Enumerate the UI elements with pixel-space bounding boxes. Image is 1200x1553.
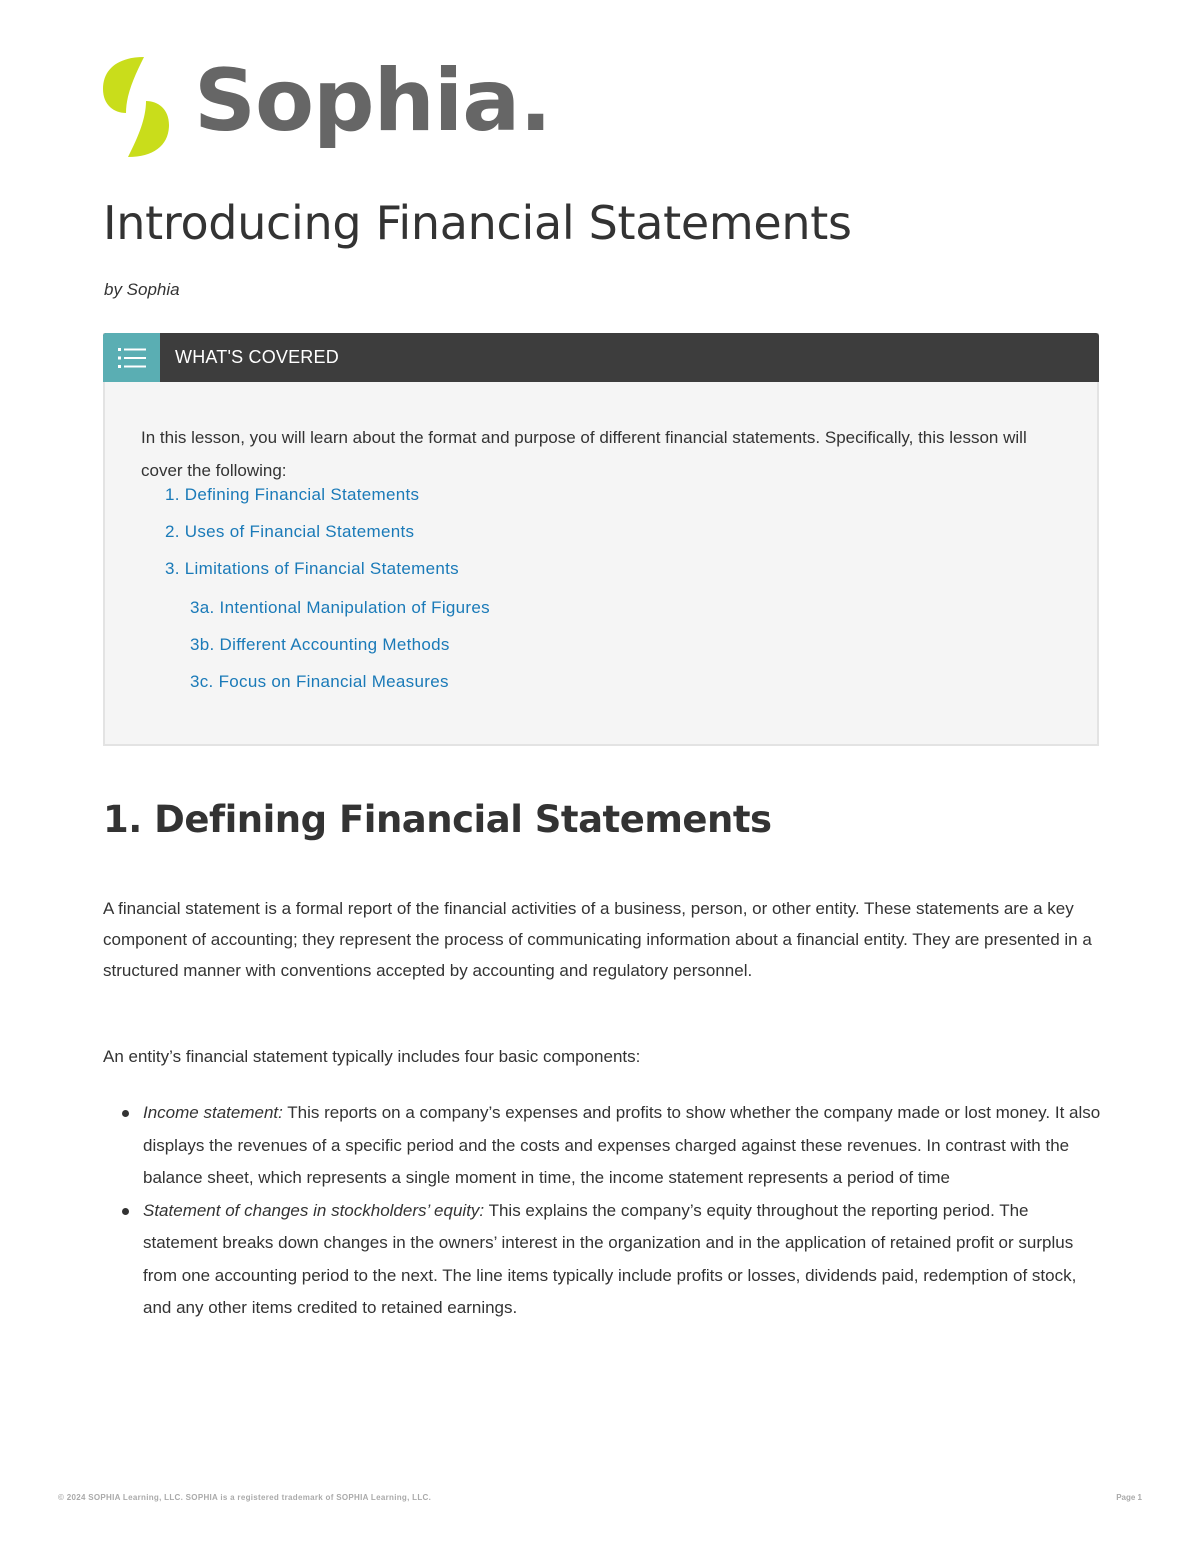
list-item	[103, 1097, 1103, 1195]
whats-covered-box	[103, 333, 1099, 746]
term-income-statement: Income statement:	[143, 1103, 283, 1122]
toc-link-3[interactable]: 3. Limitations of Financial Statements	[165, 559, 459, 578]
section-heading: 1. Defining Financial Statements	[103, 798, 772, 841]
bullet-icon	[122, 1110, 129, 1117]
toc-link-3b[interactable]: 3b. Different Accounting Methods	[190, 635, 450, 654]
sophia-logo-mark-icon	[100, 55, 172, 159]
page-title: Introducing Financial Statements	[103, 196, 852, 250]
paragraph-components-intro: An entity’s financial statement typically includes four basic components:	[103, 1047, 641, 1066]
toc-link-2[interactable]: 2. Uses of Financial Statements	[165, 522, 415, 541]
toc-link-3a[interactable]: 3a. Intentional Manipulation of Figures	[190, 598, 490, 617]
sophia-logo	[100, 52, 551, 162]
paragraph-definition: A financial statement is a formal report of the financial activities of a business, person, or other entity. These statements are a key component of accounting; they represent the process of communicating information about a financial entity. They are presented in a structured manner with conventions accepted by accounting and regulatory personnel.	[103, 899, 1092, 980]
income-statement-text: This reports on a company’s expenses and profits to show whether the company made or lost money. It also displays the revenues of a specific period and the costs and expenses charged against these revenues. In contrast with the balance sheet, which represents a single moment in time, the income statement represents a period of time	[143, 1103, 1101, 1187]
bullet-icon	[122, 1208, 129, 1215]
stockholders-equity-text: This explains the company’s equity throughout the reporting period. The statement breaks down changes in the owners’ interest in the organization and in the application of retained profit or surplus from one accounting period to the next. The line items typically include profits or losses, dividends paid, redemption of stock, and any other items credited to retained earnings.	[143, 1200, 1077, 1317]
list-icon	[103, 333, 160, 382]
footer-copyright: © 2024 SOPHIA Learning, LLC. SOPHIA is a registered trademark of SOPHIA Learning, LLC.	[58, 1493, 432, 1502]
footer-page-number: Page 1	[1116, 1493, 1142, 1502]
term-stockholders-equity: Statement of changes in stockholders’ equity:	[143, 1200, 485, 1220]
components-list	[103, 1097, 1103, 1325]
whats-covered-title: WHAT'S COVERED	[175, 347, 339, 367]
toc-link-3c[interactable]: 3c. Focus on Financial Measures	[190, 672, 449, 691]
whats-covered-intro: In this lesson, you will learn about the format and purpose of different financial statements. Specifically, this lesson will cover the following:	[141, 428, 1027, 480]
byline: by Sophia	[104, 280, 180, 299]
list-item	[103, 1195, 1103, 1325]
sophia-logo-wordmark: Sophia.	[194, 51, 551, 151]
toc-link-1[interactable]: 1. Defining Financial Statements	[165, 485, 420, 504]
whats-covered-header	[103, 333, 1099, 382]
